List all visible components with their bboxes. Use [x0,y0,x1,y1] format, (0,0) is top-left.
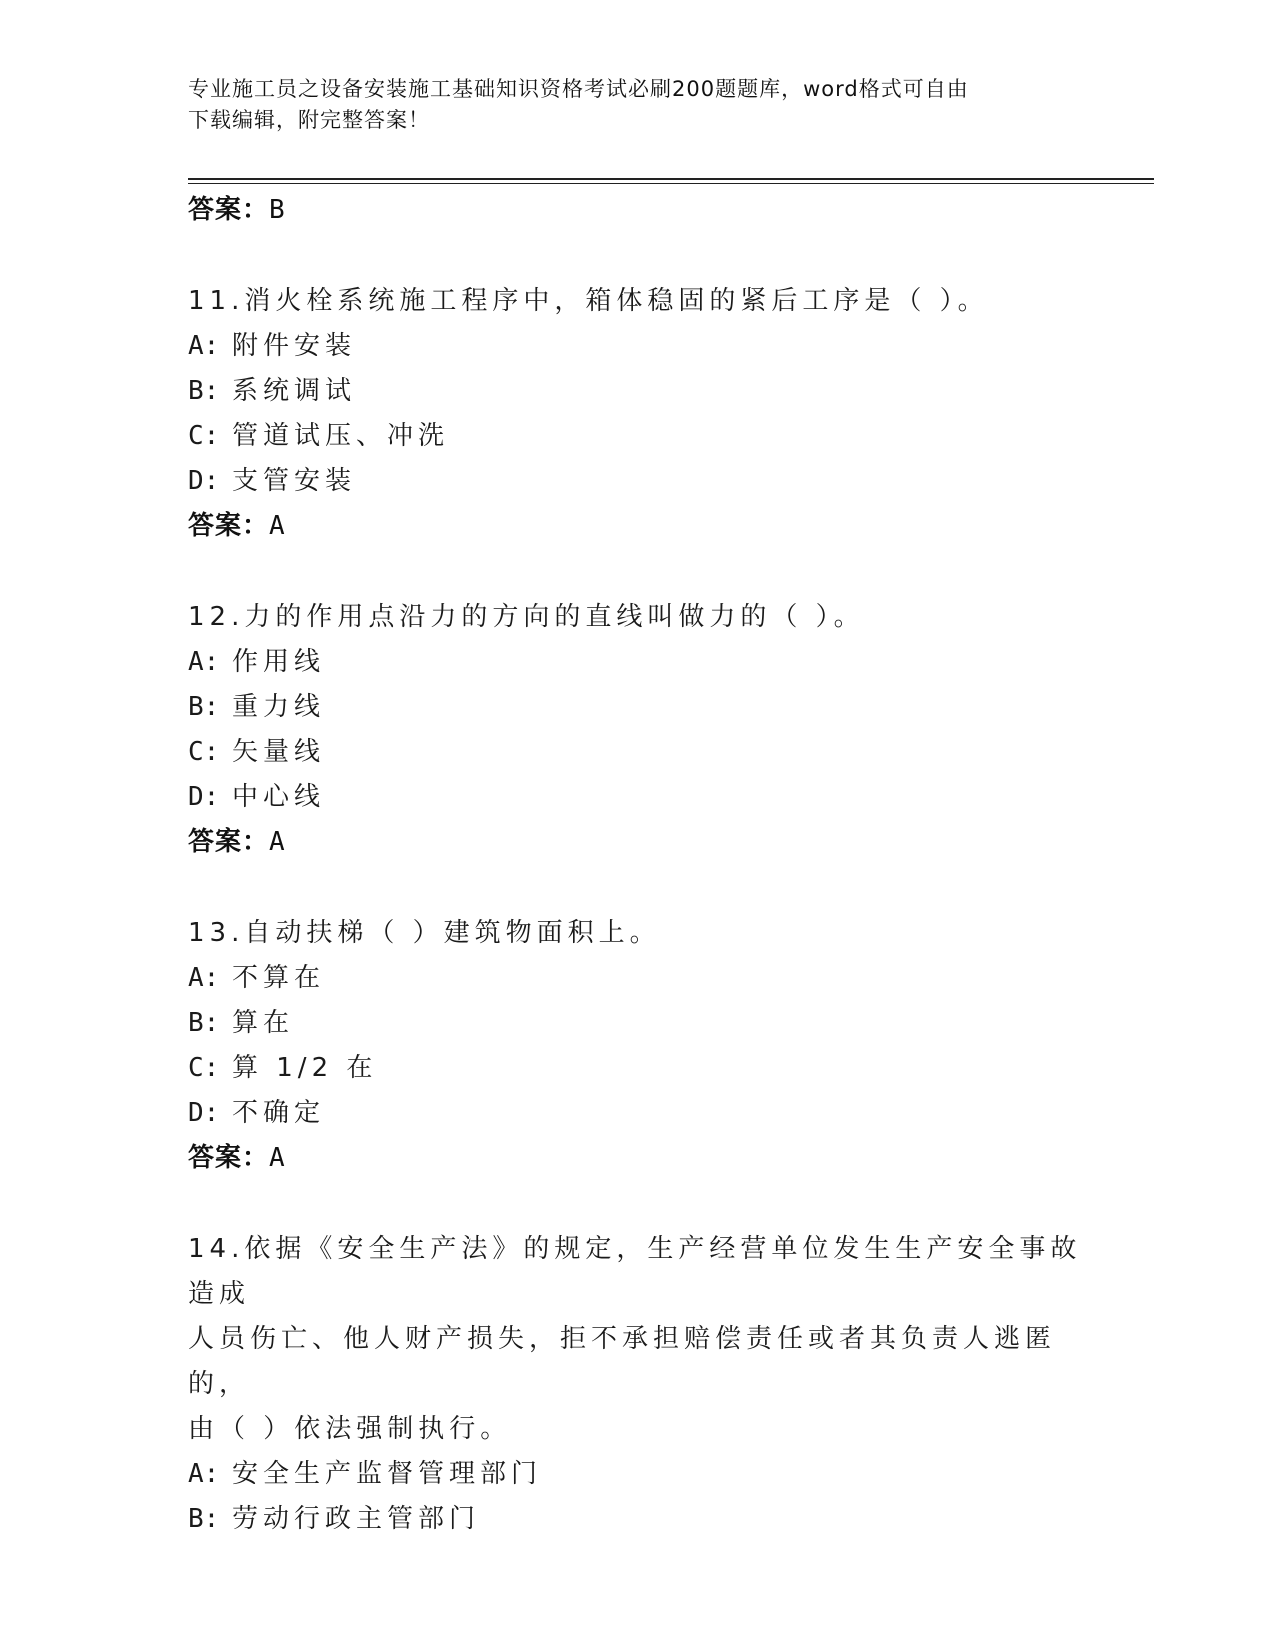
answer-line [188,1136,1088,1181]
question-list [188,188,1088,1542]
header-line-2: 下载编辑，附完整答案！ [188,108,430,132]
option-text: 附件安装 [232,331,357,361]
option-key: B: [188,376,220,406]
question-block [188,279,1088,549]
answer-value: B [269,195,286,225]
question-text: 11.消火栓系统施工程序中，箱体稳固的紧后工序是（ ）。 [188,286,989,316]
question-text-line: 14.依据《安全生产法》的规定，生产经营单位发生生产安全事故造成 [188,1234,1082,1309]
question-block [188,1227,1088,1542]
answer-label: 答案： [188,195,270,225]
option-a [188,956,1088,1001]
answer-value: A [269,511,286,541]
option-key: D: [188,1098,220,1128]
option-a [188,1452,1088,1497]
option-text: 支管安装 [232,466,357,496]
option-a [188,640,1088,685]
question-text: 13.自动扶梯（ ）建筑物面积上。 [188,918,661,948]
option-key: B: [188,692,220,722]
option-text: 算在 [232,1008,295,1038]
option-text: 矢量线 [232,737,326,767]
option-text: 算 1/2 在 [232,1053,378,1083]
answer-line [188,188,1088,233]
option-d [188,775,1088,820]
answer-value: A [269,1143,286,1173]
option-c [188,730,1088,775]
option-key: D: [188,782,220,812]
option-key: D: [188,466,220,496]
option-text: 管道试压、冲洗 [232,421,450,451]
option-text: 不确定 [232,1098,326,1128]
option-c [188,1046,1088,1091]
document-header [188,74,1068,136]
option-a [188,324,1088,369]
option-d [188,459,1088,504]
option-text: 作用线 [232,647,326,677]
option-key: A: [188,647,220,677]
spacer [188,233,1088,279]
option-b [188,1497,1088,1542]
option-key: A: [188,963,220,993]
header-line-1: 专业施工员之设备安装施工基础知识资格考试必刷200题题库，word格式可自由 [188,77,969,101]
header-divider [188,178,1154,184]
spacer [188,549,1088,595]
answer-line [188,504,1088,549]
option-text: 系统调试 [232,376,357,406]
option-text: 劳动行政主管部门 [232,1504,481,1534]
question-text: 12.力的作用点沿力的方向的直线叫做力的（ ）。 [188,602,865,632]
answer-label: 答案： [188,827,270,857]
option-key: A: [188,331,220,361]
answer-label: 答案： [188,511,270,541]
option-key: B: [188,1504,220,1534]
option-text: 重力线 [232,692,326,722]
option-b [188,1001,1088,1046]
question-text-line: 由（ ）依法强制执行。 [188,1414,512,1444]
answer-label: 答案： [188,1143,270,1173]
option-c [188,414,1088,459]
question-text-line: 人员伤亡、他人财产损失，拒不承担赔偿责任或者其负责人逃匿的， [188,1324,1057,1399]
option-b [188,685,1088,730]
answer-value: A [269,827,286,857]
option-text: 中心线 [232,782,326,812]
option-key: C: [188,421,220,451]
question-text [188,1227,1088,1452]
option-key: B: [188,1008,220,1038]
option-text: 不算在 [232,963,326,993]
option-d [188,1091,1088,1136]
option-key: C: [188,1053,220,1083]
answer-line [188,820,1088,865]
spacer [188,865,1088,911]
option-b [188,369,1088,414]
question-block [188,911,1088,1181]
question-block [188,595,1088,865]
option-key: C: [188,737,220,767]
option-text: 安全生产监督管理部门 [232,1459,543,1489]
spacer [188,1181,1088,1227]
option-key: A: [188,1459,220,1489]
